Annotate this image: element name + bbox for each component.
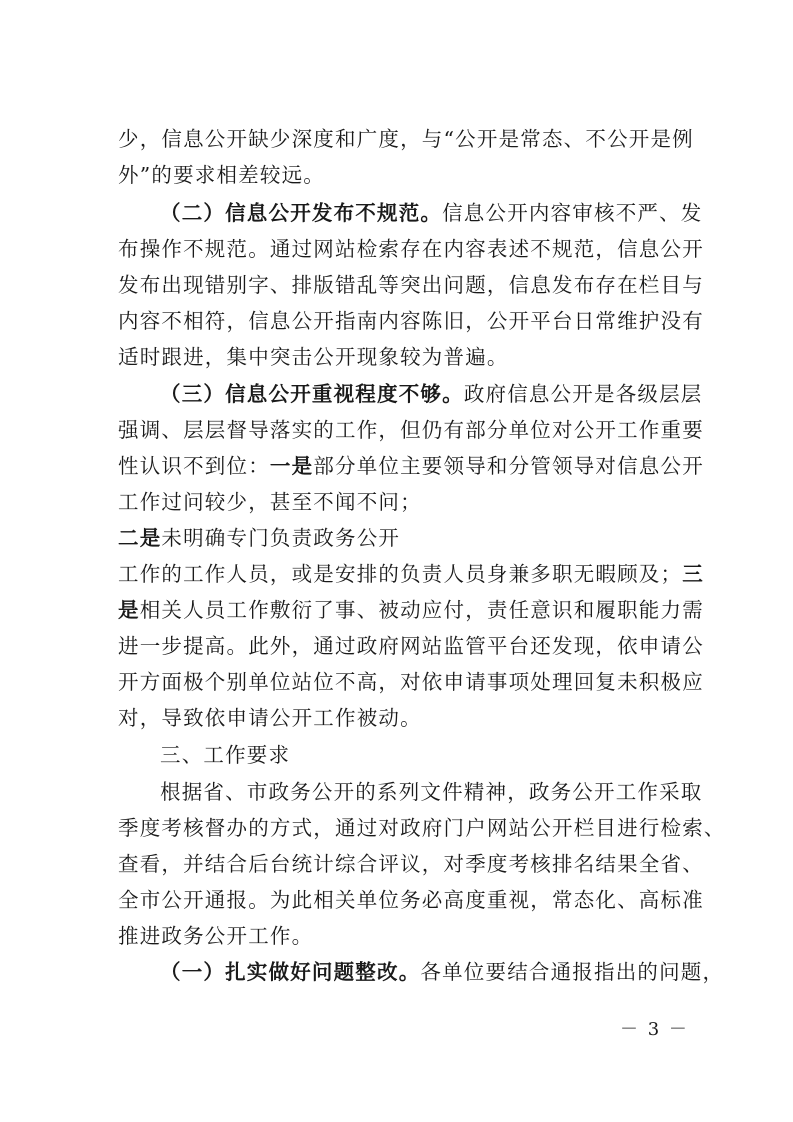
bold-second: 二是 bbox=[118, 526, 162, 550]
text-line: 适时跟进，集中突击公开现象较为普遍。 bbox=[118, 345, 509, 369]
text-line: 是相关人员工作敷衍了事、被动应付，责任意识和履职能力需 bbox=[118, 598, 704, 622]
text-line: 根据省、市政务公开的系列文件精神，政务公开工作采取 bbox=[160, 780, 703, 804]
text-line: 内容不相符，信息公开指南内容陈旧，公开平台日常维护没有 bbox=[118, 309, 704, 333]
text-line: 进一步提高。此外，通过政府网站监管平台还发现，依申请公 bbox=[118, 634, 704, 658]
item1-heading: （一）扎实做好问题整改。 bbox=[160, 960, 421, 984]
bold-first: 一是 bbox=[269, 454, 314, 478]
item3-heading: （三）信息公开重视程度不够。 bbox=[160, 382, 464, 406]
text-line: 工作过问较少，甚至不闻不问； bbox=[118, 490, 422, 514]
text-line: 季度考核督办的方式，通过对政府门户网站公开栏目进行检索、 bbox=[118, 816, 726, 840]
text-line: 工作的工作人员，或是安排的负责人员身兼多职无暇顾及；三 bbox=[118, 562, 704, 586]
bold-third-b: 是 bbox=[118, 598, 140, 622]
text-line: 性认识不到位：一是部分单位主要领导和分管领导对信息公开 bbox=[118, 454, 704, 478]
page-number: － 3 － bbox=[620, 1019, 689, 1040]
text-line: 发布出现错别字、排版错乱等突出问题，信息发布存在栏目与 bbox=[118, 273, 704, 297]
section-heading: 三、工作要求 bbox=[160, 743, 291, 767]
text-line: 外”的要求相差较远。 bbox=[118, 163, 325, 187]
text-line: 全市公开通报。为此相关单位务必高度重视，常态化、高标准 bbox=[118, 888, 704, 912]
text-line: 少，信息公开缺少深度和广度，与“公开是常态、不公开是例 bbox=[118, 127, 694, 151]
text-line: 布操作不规范。通过网站检索存在内容表述不规范，信息公开 bbox=[118, 237, 704, 261]
paragraph-start-item2: （二）信息公开发布不规范。信息公开内容审核不严、发 bbox=[160, 201, 703, 225]
text-line: 二是未明确专门负责政务公开 bbox=[118, 526, 401, 550]
text-line: 推进政务公开工作。 bbox=[118, 924, 314, 948]
text-line: 对，导致依申请公开工作被动。 bbox=[118, 706, 422, 730]
bold-third-a: 三 bbox=[682, 562, 704, 586]
text-line: 查看，并结合后台统计综合评议，对季度考核排名结果全省、 bbox=[118, 852, 704, 876]
text-line: 强调、层层督导落实的工作，但仍有部分单位对公开工作重要 bbox=[118, 418, 704, 442]
paragraph-start-item1: （一）扎实做好问题整改。各单位要结合通报指出的问题， bbox=[160, 960, 725, 984]
text-line: 开方面极个别单位站位不高，对依申请事项处理回复未积极应 bbox=[118, 670, 704, 694]
paragraph-start-item3: （三）信息公开重视程度不够。政府信息公开是各级层层 bbox=[160, 382, 703, 406]
item2-heading: （二）信息公开发布不规范。 bbox=[160, 201, 443, 225]
